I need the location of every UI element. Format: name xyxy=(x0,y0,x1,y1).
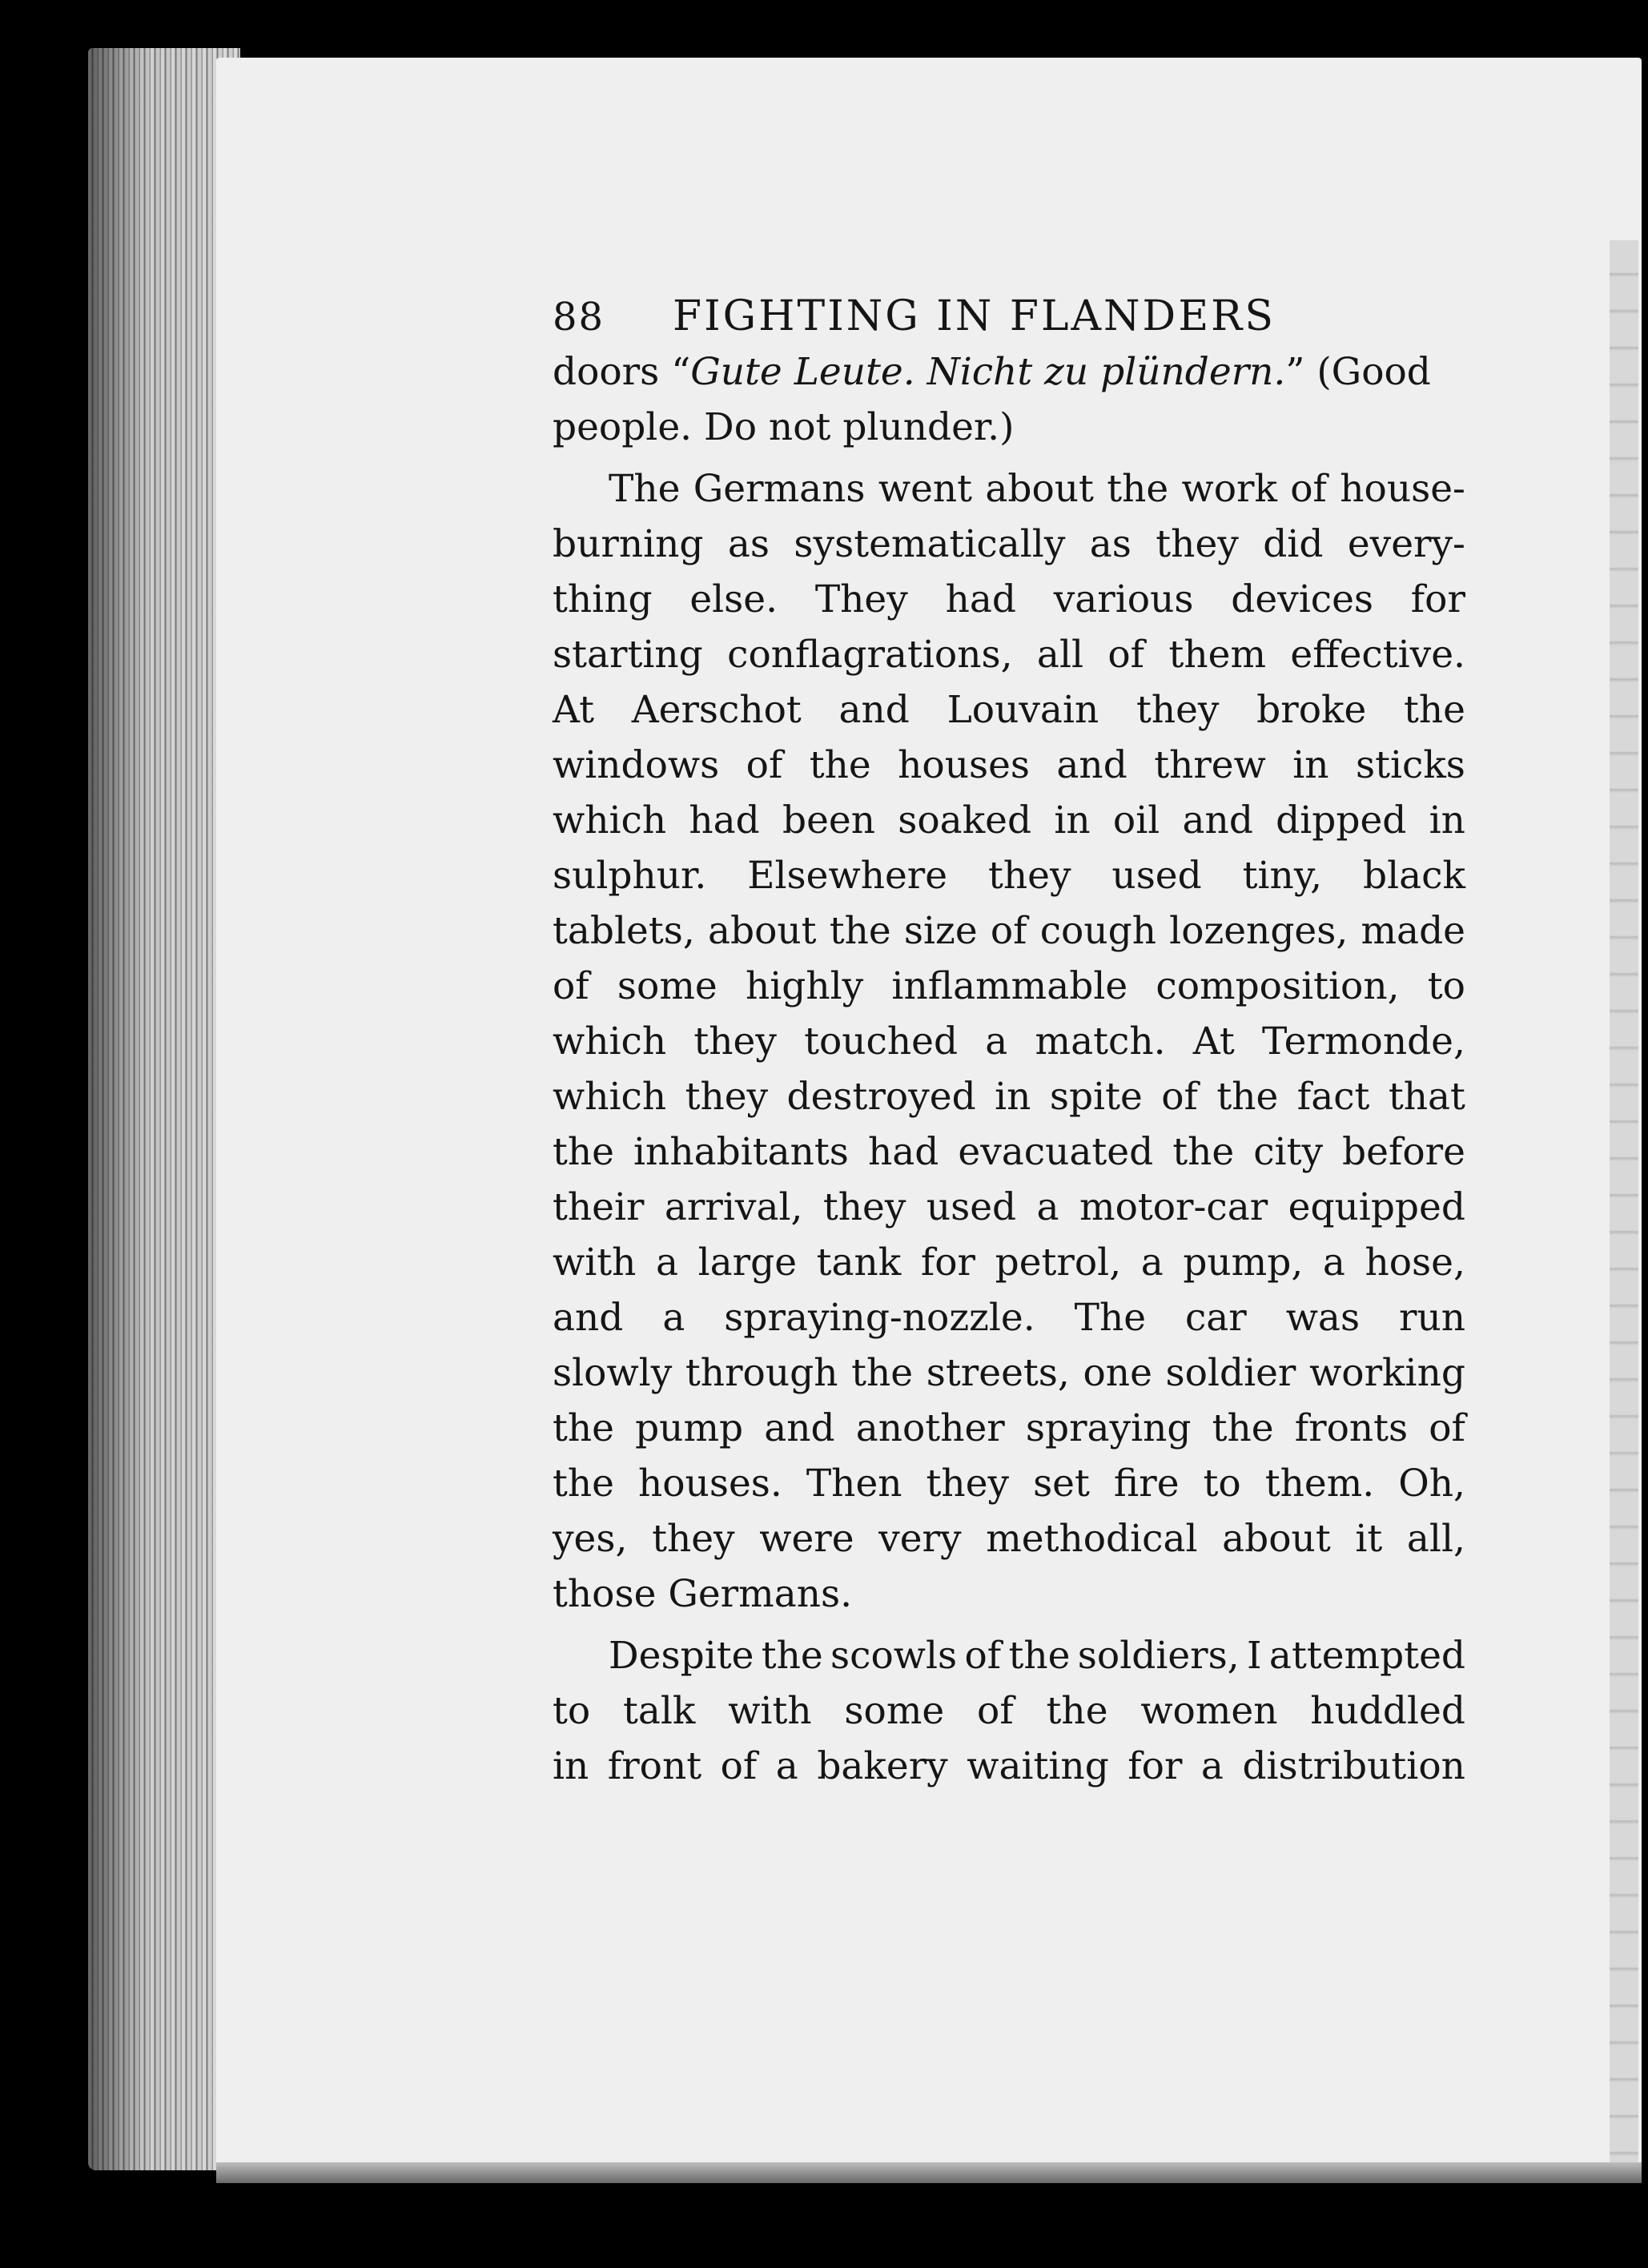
word: the xyxy=(1216,1075,1279,1119)
word: had xyxy=(945,577,1016,621)
word: as xyxy=(1089,522,1131,566)
word: in xyxy=(553,1744,589,1788)
word: burning xyxy=(553,522,704,566)
word: sulphur. xyxy=(553,854,707,898)
word: fact xyxy=(1296,1075,1370,1119)
text-line xyxy=(553,1345,1465,1401)
word: they xyxy=(926,1462,1010,1506)
word: and xyxy=(1182,798,1253,842)
word: the xyxy=(829,909,891,953)
text-line xyxy=(553,1739,1465,1794)
word: soaked xyxy=(898,798,1032,842)
word: streets, xyxy=(926,1351,1070,1395)
word: soldier xyxy=(1165,1351,1296,1395)
word: soldiers, xyxy=(1077,1634,1240,1678)
word: they xyxy=(987,854,1071,898)
word: houses xyxy=(898,743,1031,787)
word: city xyxy=(1253,1130,1324,1174)
word: and xyxy=(764,1406,835,1450)
word: attempted xyxy=(1268,1634,1465,1678)
text-line xyxy=(553,517,1465,572)
word: set xyxy=(1033,1462,1090,1506)
word: At xyxy=(553,688,595,732)
word: slowly xyxy=(553,1351,673,1395)
word: I xyxy=(1247,1634,1262,1678)
text-line xyxy=(553,344,1465,400)
word: methodical xyxy=(986,1517,1198,1561)
word: had xyxy=(689,798,760,842)
word: Termonde, xyxy=(1261,1019,1465,1064)
page-right-edge xyxy=(1610,240,1638,2178)
word: a xyxy=(775,1744,798,1788)
word: oil xyxy=(1112,798,1160,842)
word: Louvain xyxy=(947,688,1099,732)
word: they xyxy=(1156,522,1239,566)
word: starting xyxy=(553,633,703,677)
word: a xyxy=(1036,1185,1059,1229)
word: dipped xyxy=(1276,798,1407,842)
word: the xyxy=(1212,1406,1274,1450)
text-line xyxy=(553,1456,1465,1511)
word: evacuated xyxy=(958,1130,1154,1174)
word: yes, xyxy=(553,1517,628,1561)
line-1-italic: Gute Leute. Nicht zu plündern. xyxy=(690,350,1286,394)
word: and xyxy=(1056,743,1127,787)
word: to xyxy=(1427,964,1465,1008)
word: devices xyxy=(1231,577,1374,621)
word: women xyxy=(1140,1689,1278,1733)
word: about xyxy=(985,467,1094,511)
word: threw xyxy=(1154,743,1266,787)
word: Oh, xyxy=(1398,1462,1465,1506)
word: them xyxy=(1168,633,1267,677)
word: The xyxy=(1074,1296,1147,1340)
text-line xyxy=(553,1235,1465,1290)
text-line xyxy=(553,793,1465,848)
word: a xyxy=(1322,1241,1345,1285)
line-1-post: ” (Good xyxy=(1285,350,1431,394)
word: in xyxy=(1054,798,1091,842)
word: in xyxy=(995,1075,1031,1119)
text-line: those Germans. xyxy=(553,1572,853,1616)
word: tiny, xyxy=(1242,854,1323,898)
word: bakery xyxy=(817,1744,948,1788)
word: of xyxy=(1107,633,1145,677)
line-segment xyxy=(553,344,1431,400)
word: of xyxy=(1161,1075,1198,1119)
word: talk xyxy=(622,1689,696,1733)
word: the xyxy=(851,1351,914,1395)
word: some xyxy=(844,1689,945,1733)
word: used xyxy=(926,1185,1017,1229)
word: sticks xyxy=(1355,743,1465,787)
word: they xyxy=(822,1185,906,1229)
word: the xyxy=(1046,1689,1108,1733)
word: highly xyxy=(745,964,864,1008)
word: for xyxy=(1410,577,1465,621)
word: of xyxy=(990,909,1027,953)
text-line xyxy=(553,1511,1465,1566)
paragraph-gap xyxy=(553,455,1465,461)
word: the xyxy=(1404,688,1465,732)
word: broke xyxy=(1256,688,1367,732)
word: else. xyxy=(689,577,778,621)
word: the xyxy=(553,1130,614,1174)
word: large xyxy=(697,1241,798,1285)
word: a xyxy=(1140,1241,1164,1285)
word: went xyxy=(878,467,973,511)
word: made xyxy=(1361,909,1465,953)
text-line xyxy=(553,1124,1465,1180)
word: of xyxy=(720,1744,758,1788)
word: a xyxy=(1200,1744,1224,1788)
word: to xyxy=(1203,1462,1241,1506)
word: their xyxy=(553,1185,645,1229)
word: Then xyxy=(806,1462,902,1506)
word: another xyxy=(855,1406,1005,1450)
book-title: FIGHTING IN FLANDERS xyxy=(673,292,1276,340)
text-line xyxy=(553,1180,1465,1235)
word: Aerschot xyxy=(631,688,802,732)
word: all, xyxy=(1406,1517,1465,1561)
word: At xyxy=(1192,1019,1235,1064)
word: tank xyxy=(816,1241,902,1285)
word: lozenges, xyxy=(1169,909,1349,953)
word: to xyxy=(553,1689,591,1733)
word: in xyxy=(1292,743,1329,787)
word: of xyxy=(1429,1406,1465,1450)
word: they xyxy=(1136,688,1220,732)
word: been xyxy=(782,798,876,842)
word: house- xyxy=(1340,467,1465,511)
text-line xyxy=(553,903,1465,959)
page-bottom-edge xyxy=(216,2162,1642,2183)
word: working xyxy=(1309,1351,1465,1395)
word: systematically xyxy=(794,522,1066,566)
page-text xyxy=(553,288,1465,1794)
word: for xyxy=(1127,1744,1183,1788)
word: the xyxy=(1008,1634,1071,1678)
word: cough xyxy=(1039,909,1156,953)
word: the xyxy=(761,1634,823,1678)
word: various xyxy=(1053,577,1194,621)
word: tablets, xyxy=(553,909,695,953)
word: run xyxy=(1398,1296,1465,1340)
word: windows xyxy=(553,743,720,787)
word: did xyxy=(1263,522,1324,566)
word: of xyxy=(964,1634,1002,1678)
word: a xyxy=(662,1296,685,1340)
word: and xyxy=(838,688,910,732)
word: inflammable xyxy=(891,964,1128,1008)
word: had xyxy=(867,1130,939,1174)
word: the xyxy=(553,1406,614,1450)
word: car xyxy=(1184,1296,1247,1340)
word: pump xyxy=(635,1406,744,1450)
word: fire xyxy=(1113,1462,1180,1506)
word: very xyxy=(878,1517,962,1561)
text-line xyxy=(553,1683,1465,1739)
word: it xyxy=(1355,1517,1383,1561)
word: of xyxy=(553,964,589,1008)
word: destroyed xyxy=(786,1075,976,1119)
word: in xyxy=(1429,798,1465,842)
word: a xyxy=(985,1019,1008,1064)
word: the xyxy=(553,1462,614,1506)
word: which xyxy=(553,1075,667,1119)
word: used xyxy=(1111,854,1202,898)
word: scowls xyxy=(830,1634,958,1678)
word: a xyxy=(656,1241,679,1285)
word: as xyxy=(727,522,770,566)
text-line xyxy=(553,461,1465,517)
text-line xyxy=(553,1628,1465,1683)
word: the xyxy=(1172,1130,1235,1174)
word: The xyxy=(609,467,681,511)
text-line xyxy=(553,572,1465,627)
word: They xyxy=(814,577,908,621)
word: Elsewhere xyxy=(747,854,948,898)
text-line xyxy=(553,1290,1465,1345)
word: huddled xyxy=(1310,1689,1465,1733)
word: of xyxy=(746,743,783,787)
word: and xyxy=(553,1296,624,1340)
word: effective. xyxy=(1290,633,1465,677)
word: thing xyxy=(553,577,653,621)
text-line xyxy=(553,738,1465,793)
word: petrol, xyxy=(995,1241,1122,1285)
text-line xyxy=(553,627,1465,682)
line-1-pre: doors “ xyxy=(553,350,691,394)
word: motor-car xyxy=(1079,1185,1268,1229)
word: touched xyxy=(804,1019,959,1064)
word: conflagrations, xyxy=(727,633,1013,677)
word: about xyxy=(1222,1517,1331,1561)
word: arrival, xyxy=(664,1185,803,1229)
word: which xyxy=(553,1019,667,1064)
running-head xyxy=(553,288,1465,344)
word: spraying-nozzle. xyxy=(724,1296,1035,1340)
word: equipped xyxy=(1288,1185,1465,1229)
text-line xyxy=(553,959,1465,1014)
word: were xyxy=(759,1517,854,1561)
word: pump, xyxy=(1183,1241,1304,1285)
word: front xyxy=(607,1744,702,1788)
word: every- xyxy=(1347,522,1465,566)
word: with xyxy=(728,1689,812,1733)
word: fronts xyxy=(1294,1406,1409,1450)
page-number: 88 xyxy=(553,295,605,340)
word: was xyxy=(1285,1296,1361,1340)
word: of xyxy=(1290,467,1327,511)
paragraph-gap xyxy=(553,1622,1465,1628)
text-line xyxy=(553,848,1465,903)
word: inhabitants xyxy=(633,1130,849,1174)
word: waiting xyxy=(967,1744,1109,1788)
word: composition, xyxy=(1156,964,1400,1008)
text-line xyxy=(553,1069,1465,1124)
word: before xyxy=(1342,1130,1465,1174)
word: Despite xyxy=(609,1634,754,1678)
word: distribution xyxy=(1242,1744,1465,1788)
word: for xyxy=(920,1241,976,1285)
word: black xyxy=(1362,854,1465,898)
word: that xyxy=(1388,1075,1465,1119)
word: about xyxy=(707,909,817,953)
word: them. xyxy=(1264,1462,1375,1506)
word: work xyxy=(1181,467,1277,511)
text-line: people. Do not plunder.) xyxy=(553,405,1015,449)
word: size xyxy=(903,909,978,953)
word: with xyxy=(553,1241,637,1285)
word: match. xyxy=(1035,1019,1166,1064)
word: Germans xyxy=(693,467,866,511)
word: the xyxy=(809,743,871,787)
word: all xyxy=(1036,633,1084,677)
word: the xyxy=(1107,467,1169,511)
word: through xyxy=(685,1351,838,1395)
word: they xyxy=(693,1019,777,1064)
word: they xyxy=(685,1075,769,1119)
word: one xyxy=(1083,1351,1152,1395)
word: spite xyxy=(1049,1075,1143,1119)
text-line xyxy=(553,1401,1465,1456)
word: some xyxy=(617,964,717,1008)
word: of xyxy=(977,1689,1014,1733)
word: which xyxy=(553,798,667,842)
text-line xyxy=(553,1014,1465,1069)
word: they xyxy=(652,1517,735,1561)
text-line xyxy=(553,682,1465,738)
word: spraying xyxy=(1025,1406,1192,1450)
word: hose, xyxy=(1365,1241,1465,1285)
word: houses. xyxy=(637,1462,782,1506)
